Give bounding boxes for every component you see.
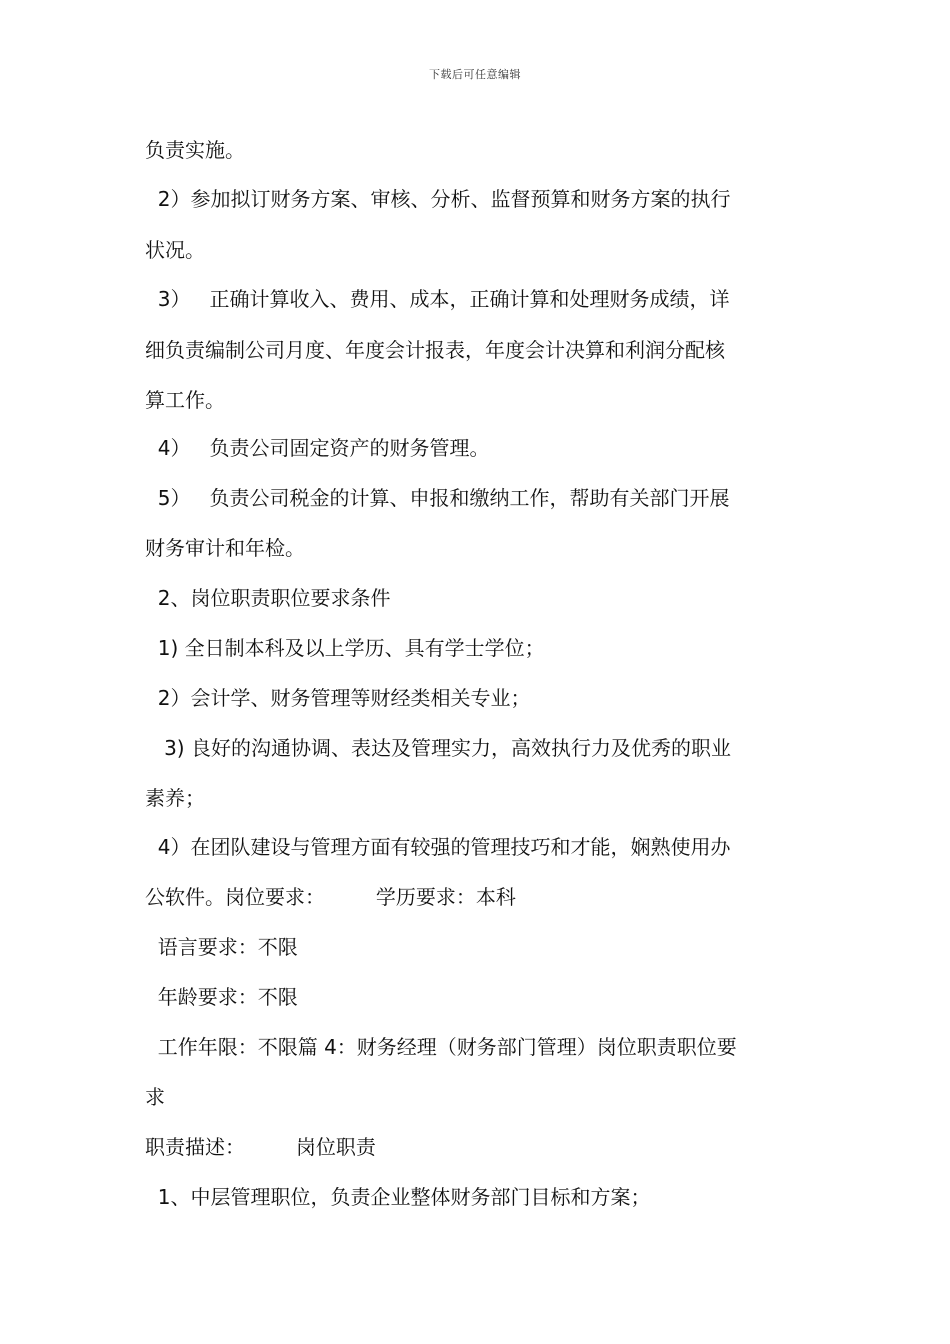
body-line: 1) 全日制本科及以上学历、具有学士学位；	[145, 636, 545, 660]
body-line: 3） 正确计算收入、费用、成本，正确计算和处理财务成绩，详	[145, 287, 730, 311]
body-line: 3) 良好的沟通协调、表达及管理实力，高效执行力及优秀的职业	[145, 736, 731, 760]
body-line: 2）会计学、财务管理等财经类相关专业；	[145, 686, 531, 710]
page-header: 下载后可任意编辑	[429, 68, 521, 81]
body-line: 算工作。	[145, 388, 225, 412]
body-line: 4） 负责公司固定资产的财务管理。	[145, 436, 490, 460]
body-line: 财务审计和年检。	[145, 536, 305, 560]
body-line: 2）参加拟订财务方案、审核、分析、监督预算和财务方案的执行	[145, 187, 731, 211]
body-line: 5） 负责公司税金的计算、申报和缴纳工作，帮助有关部门开展	[145, 486, 730, 510]
body-line: 职责描述： 岗位职责	[145, 1135, 376, 1159]
body-line: 负责实施。	[145, 138, 245, 162]
body-line: 4）在团队建设与管理方面有较强的管理技巧和才能，娴熟使用办	[145, 835, 731, 859]
body-line: 公软件。岗位要求： 学历要求：本科	[145, 885, 516, 909]
body-line: 细负责编制公司月度、年度会计报表，年度会计决算和利润分配核	[145, 338, 725, 362]
body-line: 语言要求：不限	[145, 935, 298, 959]
body-line: 状况。	[145, 238, 205, 262]
body-line: 年龄要求：不限	[145, 985, 298, 1009]
section-heading: 2、岗位职责职位要求条件	[145, 586, 391, 610]
body-line: 1、中层管理职位，负责企业整体财务部门目标和方案；	[145, 1185, 651, 1209]
body-line: 工作年限：不限篇 4：财务经理（财务部门管理）岗位职责职位要	[145, 1035, 737, 1059]
body-line: 求	[145, 1085, 165, 1109]
body-line: 素养；	[145, 786, 205, 810]
